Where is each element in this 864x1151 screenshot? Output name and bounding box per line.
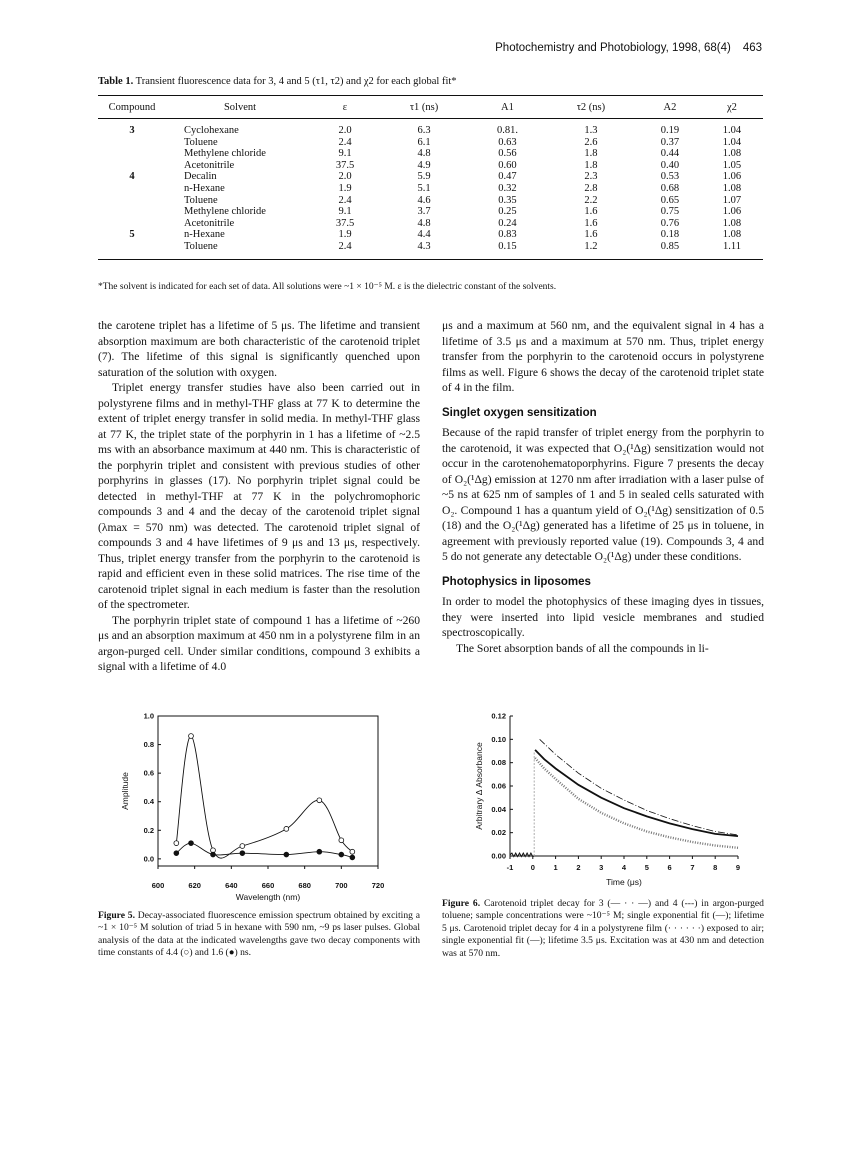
table-row (98, 171, 763, 183)
table-cell: 1.08 (722, 148, 742, 160)
x-tick-label: 7 (690, 863, 695, 872)
x-tick-label: 1 (553, 863, 558, 872)
table-cell: Decalin (184, 171, 217, 183)
x-tick-label: 720 (371, 881, 385, 890)
table-cell: 0.65 (660, 194, 680, 206)
table-cell: 1.08 (722, 182, 742, 194)
x-tick-label: 8 (713, 863, 718, 872)
y-tick-label: 0.4 (143, 797, 154, 807)
table-row (98, 148, 763, 160)
table-cell: 1.11 (701, 241, 763, 259)
table-cell: 2.6 (584, 136, 598, 148)
table-cell: Acetonitrile (184, 159, 235, 171)
table-cell (98, 195, 166, 207)
table-cell: 4.3 (376, 241, 472, 259)
table-cell: 0.81. (496, 125, 518, 136)
table-cell (98, 241, 166, 259)
open-data-point (339, 838, 344, 843)
table-cell: 2.3 (584, 171, 598, 183)
filled-data-point (174, 851, 179, 856)
table-cell: Toluene (184, 136, 218, 148)
x-tick-label: 9 (735, 863, 741, 872)
y-tick-label: 0.2 (143, 825, 154, 835)
table-cell: 0.44 (660, 148, 680, 160)
column-header: A2 (639, 96, 701, 119)
table-cell (98, 137, 166, 149)
x-tick-label: 700 (335, 881, 348, 890)
table-cell: 5.9 (417, 171, 431, 183)
x-axis-label: Wavelength (nm) (235, 892, 301, 902)
table-cell: 0.19 (660, 125, 680, 136)
open-data-point (240, 844, 245, 849)
table-cell: 0.32 (498, 182, 517, 194)
paragraph: The Soret absorption bands of all the compounds in li- (456, 641, 709, 655)
table-cell: 4.8 (417, 217, 431, 229)
table-cell: 4.8 (417, 148, 431, 160)
table-cell: 1.6 (584, 229, 598, 241)
table-cell: 1.08 (722, 217, 742, 229)
table-cell: 0.47 (498, 171, 517, 183)
table-label: Table 1. (98, 76, 134, 87)
table-cell: 1.3 (584, 125, 598, 136)
table-row (98, 218, 763, 230)
y-tick-label: 0.04 (491, 804, 506, 814)
paragraph: Because of the rapid transfer of triplet energy from the porphyrin to the carotenoid, it was expected that O₂(¹Δg) sensitization would not occur in the carotenohematoporphyrins. Figure 7 presents the decay of O₂(¹Δg) emission at 1270 nm after irradiation with a laser pulse of ~5 ns at 625 nm of samples of 1 and 5 in sealed cells saturated with O₂. Compound 1 has a quantum yield of O₂(¹Δg) sensitization of 0.5 (18) and the O₂(¹Δg) generated has a lifetime of 25 μs in toluene, in agreement with previously reported value (19). Compounds 3, 4 and 5 do not generate any detectable O₂(¹Δg) under these conditions. (442, 426, 764, 563)
x-tick-label: 5 (644, 863, 649, 872)
table-cell: Methylene chloride (184, 206, 266, 218)
x-tick-label: -1 (506, 863, 514, 872)
open-data-point (350, 849, 355, 854)
x-axis-label: Time (μs) (606, 877, 642, 887)
table-body (98, 119, 763, 260)
table-cell: 1.8 (584, 159, 598, 171)
table-header-row (98, 96, 763, 119)
column-header: τ2 (ns) (543, 96, 639, 119)
right-text-column (442, 318, 764, 656)
table-row (98, 119, 763, 137)
x-tick-label: 640 (225, 881, 238, 890)
y-tick-label: 0.10 (491, 734, 506, 744)
table-row (98, 241, 763, 259)
table-cell: 1.08 (722, 229, 742, 241)
column-header: χ2 (701, 96, 763, 119)
journal-citation: Photochemistry and Photobiology, 1998, 68(4) (495, 42, 731, 54)
table-cell: Methylene chloride (184, 148, 266, 160)
paragraph: In order to model the photophysics of these imaging dyes in tissues, they were inserted into lipid vesicle membranes and studied spectroscopically. (442, 595, 764, 639)
table-cell: 0.25 (498, 206, 517, 218)
series-line-1.6ns (176, 843, 352, 857)
table-cell: 5.1 (417, 182, 431, 194)
table-cell: 0.40 (660, 159, 680, 171)
figure-5-chart (110, 706, 390, 906)
paragraph: the carotene triplet has a lifetime of 5 μs. The lifetime and transient absorption maximum are both characteristic of the carotenoid triplet (7). The lifetime of this signal is significantly quenched upon saturation of the solution with oxygen. (98, 319, 420, 379)
table-cell: Acetonitrile (184, 217, 235, 229)
open-data-point (284, 826, 289, 831)
table-cell: 1.6 (584, 217, 598, 229)
table-cell: 3 (129, 125, 135, 136)
table-cell: 3.7 (417, 206, 431, 218)
table-cell: 1.6 (584, 206, 598, 218)
running-header (495, 42, 762, 54)
table-cell: 1.04 (722, 136, 742, 148)
table-footnote: *The solvent is indicated for each set of data. All solutions were ~1 × 10⁻⁵ M. ε is the dielectric constant of the solvents. (98, 282, 557, 292)
figure-5-caption (98, 910, 420, 960)
table-cell: 0.53 (660, 171, 680, 183)
table-row (98, 206, 763, 218)
table-cell: 4 (129, 171, 135, 183)
transient-fluorescence-table (98, 95, 763, 260)
series-line-4.4ns (176, 736, 352, 858)
table-cell (98, 218, 166, 230)
figure-caption-text: Decay-associated fluorescence emission spectrum obtained by exciting a ~1 × 10⁻⁵ M solution of triad 5 in hexane with 590 nm, ~9 ps laser pulses. Global analysis of the data at the indicated wavelengths gave two decay components with time constants of 4.4 (○) and 1.6 (●) ns. (98, 910, 420, 959)
table-caption (98, 76, 457, 87)
decay-line-film (535, 758, 738, 848)
open-data-point (189, 734, 194, 739)
table-cell: 0.60 (498, 159, 517, 171)
figure-6-chart (470, 706, 750, 896)
table-cell: 1.06 (722, 171, 742, 183)
table-cell (98, 183, 166, 195)
table-cell: 6.1 (417, 136, 431, 148)
table-cell: 1.04 (722, 125, 742, 136)
table-caption-text: Transient fluorescence data for 3, 4 and 5 (τ1, τ2) and χ2 for each global fit* (135, 76, 457, 87)
column-header: A1 (472, 96, 543, 119)
column-header: ε (314, 96, 376, 119)
section-heading-liposomes: Photophysics in liposomes (442, 575, 591, 588)
y-axis-label: Amplitude (120, 772, 130, 810)
y-tick-label: 0.8 (143, 740, 154, 750)
table-cell: 4.4 (417, 229, 431, 241)
paragraph: Triplet energy transfer studies have also been carried out in polystyrene films and in methyl-THF glass at 77 K to determine the extent of triplet energy transfer in solid media. In methyl-THF glass at 77 K, the triplet state of the porphyrin in 1 has a lifetime of ~2.5 ms with an absorbance maximum at 440 nm. This is characteristic of the porphyrin triplet and consistent with previous studies of other porphyrins in glasses (17). No porphyrin triplet signal could be detected in methyl-THF at 77 K in the polychromophoric compounds 3 and 4 and the decay of the carotenoid triplet signal (λmax = 570 nm) was detected. The carotenoid triplet signal of compounds 3 and 4 have lifetimes of 9 μs and 13 μs, respectively. Thus, triplet energy transfer from the porphyrin to the carotenoid is rapid and efficient even in these solid matrices. The rise time of the carotenoid triplet signal in each medium is faster than the resolution of the spectrometer. (98, 381, 420, 611)
x-tick-label: 600 (151, 881, 165, 890)
decay-line-compound-3 (540, 739, 738, 835)
table-cell: 0.37 (660, 136, 680, 148)
table-cell: 6.3 (417, 125, 431, 136)
x-tick-label: 680 (298, 881, 311, 890)
x-tick-label: 660 (261, 881, 275, 890)
column-header: Compound (98, 96, 166, 119)
column-header: τ1 (ns) (376, 96, 472, 119)
figure-label: Figure 6. (442, 898, 481, 909)
y-tick-label: 0.12 (491, 711, 506, 721)
table-cell: 0.83 (498, 229, 517, 241)
table-row (98, 183, 763, 195)
table-cell: n-Hexane (184, 182, 225, 194)
table-cell: 0.18 (660, 229, 680, 241)
left-text-column (98, 318, 420, 675)
x-tick-label: 6 (667, 863, 672, 872)
table-cell: n-Hexane (184, 229, 225, 241)
table-cell: Toluene (184, 194, 218, 206)
y-tick-label: 0.00 (491, 851, 506, 861)
filled-data-point (284, 852, 289, 857)
table-cell (98, 148, 166, 160)
figure-6-caption (442, 898, 764, 960)
table-cell: 4.6 (417, 194, 431, 206)
figure-label: Figure 5. (98, 910, 135, 921)
table-cell: 2.4 (338, 136, 352, 148)
filled-data-point (339, 852, 344, 857)
x-tick-label: 3 (599, 863, 604, 872)
table-cell: 2.4 (314, 241, 376, 259)
filled-data-point (189, 841, 194, 846)
table-cell (98, 206, 166, 218)
table-cell: 2.0 (338, 125, 352, 136)
filled-data-point (240, 851, 245, 856)
table-cell: Toluene (166, 241, 314, 259)
y-axis-label: Arbitrary Δ Absorbance (474, 742, 484, 830)
section-heading-singlet-oxygen: Singlet oxygen sensitization (442, 406, 597, 419)
table-row (98, 195, 763, 207)
table-cell: 4.9 (417, 159, 431, 171)
table-cell: 5 (129, 229, 135, 241)
table-cell: 1.05 (722, 159, 742, 171)
table-cell: 2.8 (584, 182, 598, 194)
y-tick-label: 0.6 (143, 768, 154, 778)
table-row (98, 137, 763, 149)
paragraph: μs and a maximum at 560 nm, and the equivalent signal in 4 has a lifetime of 3.5 μs and a maximum at 570 nm. Thus, triplet energy transfer from the porphyrin to the carotenoid occurs in polystyrene films as well. Figure 6 shows the decay of the carotenoid triplet state of 4 in the film. (442, 319, 764, 394)
table-cell: 2.0 (338, 171, 352, 183)
table-cell: 0.15 (472, 241, 543, 259)
table-cell: 0.68 (660, 182, 680, 194)
table-cell: 1.06 (722, 206, 742, 218)
table-cell: 1.8 (584, 148, 598, 160)
table-cell: 2.4 (338, 194, 352, 206)
table-cell: 9.1 (338, 148, 352, 160)
x-tick-label: 0 (530, 863, 535, 872)
table-cell: 1.07 (722, 194, 742, 206)
table-cell: 2.2 (584, 194, 598, 206)
filled-data-point (211, 852, 216, 857)
table-cell: 37.5 (335, 159, 355, 171)
open-data-point (317, 798, 322, 803)
page-number: 463 (742, 42, 762, 54)
figure-caption-text: Carotenoid triplet decay for 3 (— · · —) and 4 (---) in argon-purged toluene; sample concentrations were ~10⁻⁵ M; single exponential fit (—); lifetime 5 μs. Carotenoid triplet decay for 4 in a polystyrene film (· · · · · ·) exposed to air; single exponential fit (—); lifetime 3.5 μs. Excitation was at 430 nm and detection was at 570 nm. (442, 898, 764, 959)
x-tick-label: 4 (621, 863, 627, 872)
table-cell: Cyclohexane (184, 125, 239, 136)
paragraph: The porphyrin triplet state of compound 1 has a lifetime of ~260 μs and an absorption maximum at 450 nm in a polystyrene film in an argon-purged cell. Under similar conditions, compound 3 exhibits a signal with a lifetime of 4.0 (98, 613, 420, 673)
column-header: Solvent (166, 96, 314, 119)
table-cell: 0.35 (498, 194, 517, 206)
table-cell: 0.56 (498, 148, 517, 160)
x-tick-label: 2 (576, 863, 581, 872)
x-tick-label: 620 (188, 881, 201, 890)
table-cell: 1.9 (338, 182, 352, 194)
open-data-point (174, 841, 179, 846)
table-cell: 9.1 (338, 206, 352, 218)
table-cell: 0.75 (660, 206, 680, 218)
y-tick-label: 0.0 (143, 854, 154, 864)
table-cell: 0.76 (660, 217, 680, 229)
decay-line-compound-4 (535, 750, 738, 836)
y-tick-label: 0.06 (491, 781, 506, 791)
table-cell: 0.63 (498, 136, 517, 148)
table-cell (98, 160, 166, 172)
table-cell: 1.2 (543, 241, 639, 259)
table-cell: 0.85 (639, 241, 701, 259)
table-row (98, 229, 763, 241)
y-tick-label: 0.02 (491, 828, 506, 838)
table-cell: 1.9 (338, 229, 352, 241)
table-row (98, 160, 763, 172)
table-cell: 0.24 (498, 217, 517, 229)
filled-data-point (350, 855, 355, 860)
y-tick-label: 0.08 (491, 758, 506, 768)
y-tick-label: 1.0 (143, 711, 154, 721)
table-cell: 37.5 (335, 217, 355, 229)
filled-data-point (317, 849, 322, 854)
